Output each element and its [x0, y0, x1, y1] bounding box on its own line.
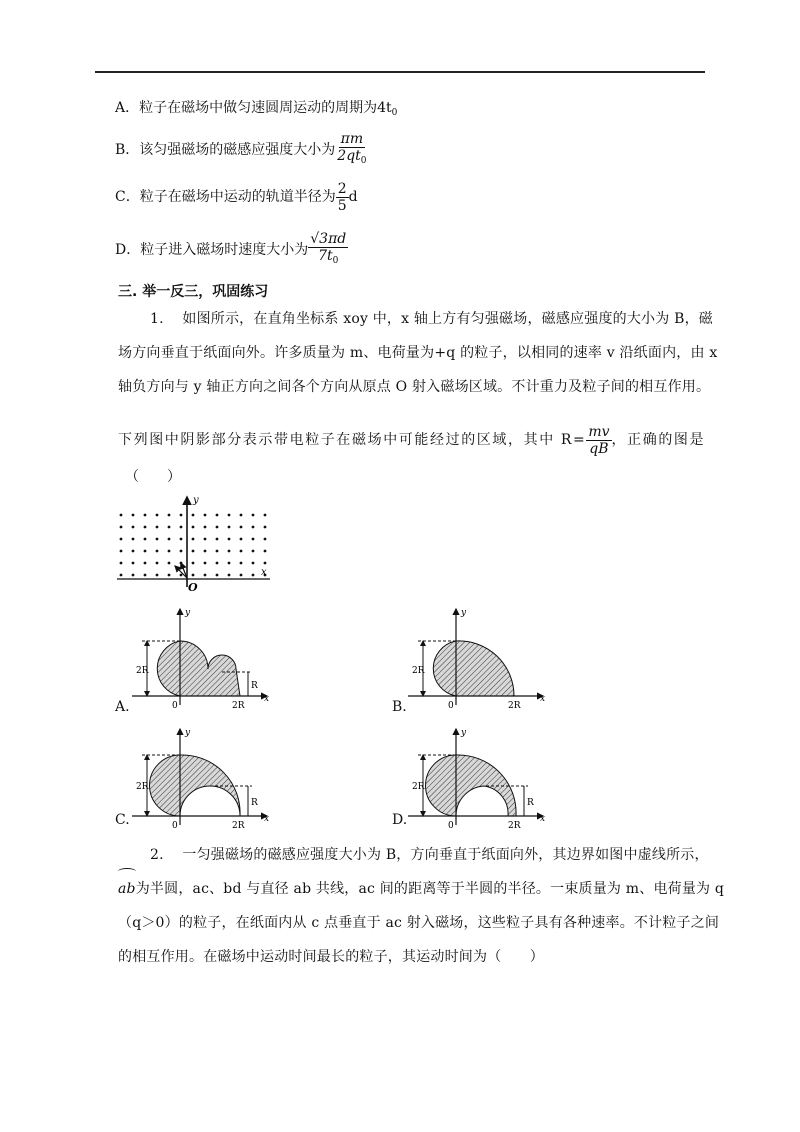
field-dot	[144, 550, 147, 553]
x-label: x	[264, 814, 270, 824]
r-label: R	[251, 798, 258, 808]
r-label: R	[527, 798, 534, 808]
field-dot	[144, 526, 147, 529]
q2-text: 一匀强磁场的磁感应强度大小为 B，方向垂直于纸面向外，其边界如图中虚线所示，	[182, 847, 709, 863]
q1-line4	[118, 420, 705, 460]
x-label: x	[540, 694, 546, 704]
choice-c-figure	[112, 725, 272, 835]
origin-label: 0	[448, 701, 454, 711]
field-dot	[192, 538, 195, 541]
field-dot	[144, 514, 147, 517]
field-dot	[192, 562, 195, 565]
question-number: 1.	[150, 311, 164, 327]
section-heading: 三. 举一反三，巩固练习	[118, 284, 269, 300]
field-dot	[180, 514, 183, 517]
origin-label: 0	[172, 701, 178, 711]
field-dot	[204, 526, 207, 529]
x-label: x	[261, 567, 267, 578]
field-dot	[252, 526, 255, 529]
field-dot	[216, 538, 219, 541]
field-dot	[240, 526, 243, 529]
x-tick-label: 2R	[508, 821, 521, 831]
fraction	[308, 231, 348, 269]
choice-c-label: C.	[115, 812, 130, 828]
field-dot	[204, 538, 207, 541]
two-r-label: 2R	[136, 782, 149, 792]
field-figure	[115, 495, 275, 595]
option-label: D．	[115, 242, 141, 258]
field-dot	[192, 550, 195, 553]
field-dot	[228, 514, 231, 517]
field-dot	[228, 538, 231, 541]
option-a	[115, 98, 397, 123]
field-dot	[120, 550, 123, 553]
numerator: πm	[340, 131, 364, 147]
field-dot	[240, 562, 243, 565]
x-label: x	[264, 694, 270, 704]
x-tick-label: 2R	[232, 701, 245, 711]
q1-line3: 轴负方向与 y 轴正方向之间各个方向从原点 O 射入磁场区域。不计重力及粒子间的相互作用。	[118, 379, 711, 395]
option-text: 粒子进入磁场时速度大小为	[140, 242, 309, 258]
fraction	[586, 424, 611, 457]
y-label: y	[185, 728, 191, 738]
field-dot	[120, 526, 123, 529]
field-dot	[168, 538, 171, 541]
origin-label: 0	[448, 821, 454, 831]
field-dot	[264, 550, 267, 553]
two-r-label: 2R	[412, 666, 425, 676]
field-dot	[156, 550, 159, 553]
field-dot	[228, 550, 231, 553]
field-dot	[144, 574, 147, 577]
question-number: 2.	[150, 847, 164, 863]
option-text: 该匀强磁场的磁感应强度大小为	[139, 142, 336, 158]
choice-d-figure	[388, 725, 548, 835]
subscript: 0	[360, 156, 367, 166]
option-label: A．	[115, 100, 140, 116]
field-dot	[132, 562, 135, 565]
two-r-label: 2R	[412, 782, 425, 792]
field-dot	[216, 574, 219, 577]
field-dot	[240, 514, 243, 517]
field-dot	[120, 574, 123, 577]
denominator: 2qt	[337, 148, 361, 164]
field-dot	[228, 526, 231, 529]
field-dot	[168, 574, 171, 577]
q1-text: 如图所示，在直角坐标系 xoy 中，x 轴上方有匀强磁场，磁感应强度的大小为 B，磁	[182, 311, 713, 327]
field-dot	[180, 574, 183, 577]
denominator: 7t	[318, 248, 333, 264]
field-dot	[132, 574, 135, 577]
q2-line1	[150, 838, 709, 872]
field-dot	[180, 550, 183, 553]
field-dot	[168, 526, 171, 529]
field-dot	[156, 562, 159, 565]
field-dot	[252, 574, 255, 577]
choice-a-label: A.	[115, 699, 130, 715]
r-label: R	[251, 681, 258, 691]
field-dot	[264, 514, 267, 517]
origin-label: O	[188, 581, 198, 594]
denominator: 5	[337, 197, 347, 214]
fraction	[335, 131, 368, 169]
x-tick-label: 2R	[232, 821, 245, 831]
choice-d-label: D.	[392, 812, 408, 828]
field-dot	[216, 550, 219, 553]
field-dot	[204, 514, 207, 517]
field-dot	[204, 574, 207, 577]
field-dots	[120, 514, 267, 577]
q2-line3: （q＞0）的粒子，在纸面内从 c 点垂直于 ac 射入磁场，这些粒子具有各种速率。不计粒子之间	[118, 915, 720, 931]
arc-label: ab	[118, 872, 136, 906]
q1-text: 下列图中阴影部分表示带电粒子在磁场中可能经过的区域，其中 R=	[118, 432, 587, 448]
q1-text: ，正确的图是	[611, 432, 706, 448]
numerator: 2	[337, 180, 347, 197]
field-dot	[192, 574, 195, 577]
field-dot	[252, 550, 255, 553]
option-d	[115, 228, 348, 272]
q1-line2: 场方向垂直于纸面向外。许多质量为 m、电荷量为+q 的粒子，以相同的速率 v 沿纸面内，由 x	[118, 345, 718, 361]
option-label: B．	[115, 142, 140, 158]
field-dot	[156, 574, 159, 577]
denominator: qB	[589, 440, 609, 457]
x-label: x	[540, 814, 546, 824]
q2-line2	[118, 872, 724, 906]
field-dot	[168, 514, 171, 517]
field-dot	[180, 538, 183, 541]
field-dot	[120, 514, 123, 517]
field-dot	[240, 550, 243, 553]
field-dot	[156, 514, 159, 517]
field-dot	[156, 526, 159, 529]
field-dot	[132, 550, 135, 553]
field-dot	[240, 574, 243, 577]
field-dot	[216, 526, 219, 529]
field-dot	[144, 562, 147, 565]
option-c	[115, 177, 358, 217]
field-dot	[120, 538, 123, 541]
field-dot	[228, 574, 231, 577]
field-dot	[132, 538, 135, 541]
subscript: 0	[391, 108, 398, 118]
choice-a-figure	[112, 605, 272, 715]
field-dot	[264, 526, 267, 529]
field-dot	[168, 550, 171, 553]
answer-blank: （ ）	[125, 469, 181, 485]
field-dot	[144, 538, 147, 541]
option-suffix: d	[348, 189, 358, 205]
field-dot	[192, 514, 195, 517]
y-label: y	[193, 495, 199, 506]
field-dot	[204, 562, 207, 565]
numerator: mv	[588, 423, 610, 440]
option-b	[115, 130, 369, 170]
field-dot	[252, 514, 255, 517]
field-dot	[252, 562, 255, 565]
y-label: y	[461, 728, 467, 738]
q2-text: 为半圆，ac、bd 与直径 ab 共线，ac 间的距离等于半圆的半径。一束质量为 m、电荷量为 q	[135, 881, 725, 897]
top-rule	[95, 71, 705, 73]
y-label: y	[461, 608, 467, 618]
field-dot	[216, 514, 219, 517]
option-label: C．	[115, 189, 140, 205]
field-dot	[156, 538, 159, 541]
field-dot	[264, 562, 267, 565]
two-r-label: 2R	[136, 666, 149, 676]
field-dot	[132, 526, 135, 529]
q1-line1	[150, 302, 713, 336]
field-dot	[204, 550, 207, 553]
q2-line4: 的相互作用。在磁场中运动时间最长的粒子，其运动时间为（ ）	[118, 949, 544, 965]
subscript: 0	[332, 256, 339, 266]
field-dot	[264, 538, 267, 541]
field-dot	[240, 538, 243, 541]
field-dot	[252, 538, 255, 541]
x-tick-label: 2R	[508, 701, 521, 711]
choice-b-figure	[388, 605, 548, 715]
option-text: 粒子在磁场中运动的轨道半径为	[139, 189, 336, 205]
field-dot	[216, 562, 219, 565]
field-dot	[132, 514, 135, 517]
numerator: √3πd	[310, 231, 347, 247]
origin-label: 0	[172, 821, 178, 831]
field-dot	[168, 562, 171, 565]
y-label: y	[185, 608, 191, 618]
field-dot	[120, 562, 123, 565]
choice-b-label: B.	[392, 699, 407, 715]
fraction	[336, 181, 349, 214]
option-text: 粒子在磁场中做匀速圆周运动的周期为4t	[139, 100, 392, 116]
field-dot	[228, 562, 231, 565]
field-dot	[192, 526, 195, 529]
field-dot	[180, 526, 183, 529]
